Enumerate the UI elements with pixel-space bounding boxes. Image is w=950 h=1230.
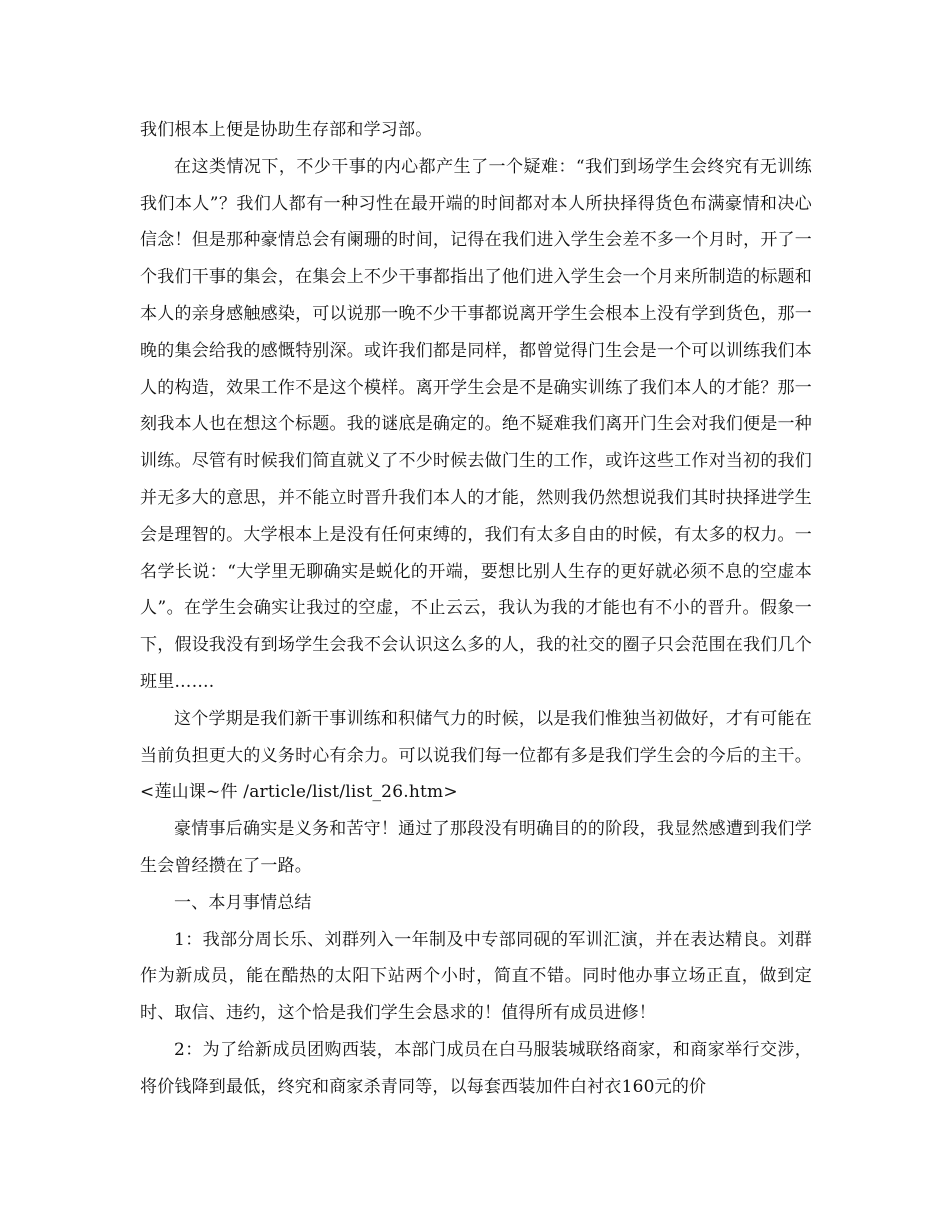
paragraph-semester-training: 这个学期是我们新干事训练和积储气力的时候，以是我们惟独当初做好，才有可能在当前负担更大的义务时心有余力。可以说我们每一位都有多是我们学生会的今后的主干。<莲山课~件 /article/list/list_26.htm>	[140, 708, 812, 803]
paragraph-continuation: 我们根本上便是协助生存部和学习部。	[140, 120, 433, 140]
document-body	[140, 112, 812, 1106]
paragraph-duty-persistence: 豪情事后确实是义务和苦守！通过了那段没有明确目的的阶段，我显然感遭到我们学生会曾经攒在了一路。	[140, 819, 812, 876]
paragraph-student-union-reflection: 在这类情况下，不少干事的内心都产生了一个疑难：“我们到场学生会终究有无训练我们本人”？我们人都有一种习性在最开端的时间都对本人所抉择得货色布满豪情和决心信念！但是那种豪情总会有阑珊的时间，记得在我们进入学生会差不多一个月时，开了一个我们干事的集会，在集会上不少干事都指出了他们进入学生会一个月来所制造的标题和本人的亲身感触感染，可以说那一晚不少干事都说离开学生会根本上没有学到货色，那一晚的集会给我的感慨特别深。或许我们都是同样，都曾觉得门生会是一个可以训练我们本人的构造，效果工作不是这个模样。离开学生会是不是确实训练了我们本人的才能？那一刻我本人也在想这个标题。我的谜底是确定的。绝不疑难我们离开门生会对我们便是一种训练。尽管有时候我们简直就义了不少时候去做门生的工作，或许这些工作对当初的我们并无多大的意思，并不能立时晋升我们本人的才能，然则我仍然想说我们其时抉择进学生会是理智的。大学根本上是没有任何束缚的，我们有太多自由的时候，有太多的权力。一名学长说：“大学里无聊确实是蜕化的开端，要想比别人生存的更好就必须不息的空虚本人”。在学生会确实让我过的空虚，不止云云，我认为我的才能也有不小的晋升。假象一下，假设我没有到场学生会我不会认识这么多的人，我的社交的圈子只会范围在我们几个班里…….	[140, 156, 812, 692]
section-heading-monthly-summary: 一、本月事情总结	[174, 892, 312, 913]
paragraph-item-1: 1：我部分周长乐、刘群列入一年制及中专部同砚的军训汇演，并在表达精良。刘群作为新成员，能在酷热的太阳下站两个小时，简直不错。同时他办事立场正直，做到定时、取信、违约，这个恰是我们学生会恳求的！值得所有成员进修！	[140, 929, 812, 1024]
paragraph-item-2: 2：为了给新成员团购西装，本部门成员在白马服装城联络商家，和商家举行交涉，将价钱降到最低，终究和商家杀青同等，以每套西装加件白衬衣160元的价	[140, 1039, 812, 1097]
